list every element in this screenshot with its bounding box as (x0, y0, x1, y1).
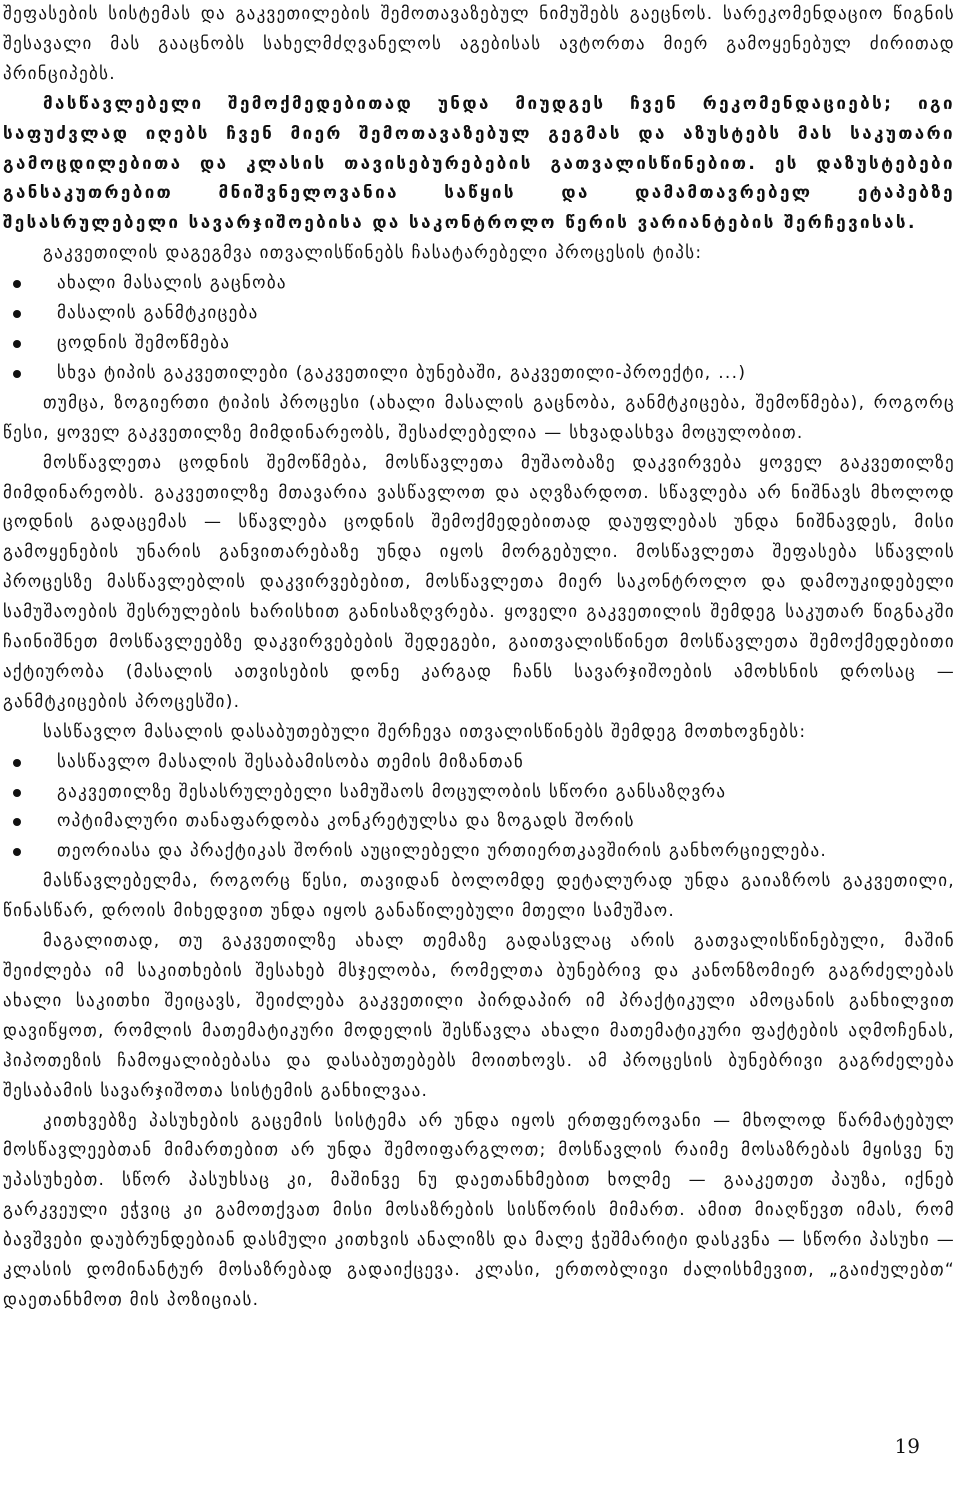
list-item (3, 748, 955, 778)
list-item (3, 299, 955, 329)
list-item (3, 359, 955, 389)
page-body (3, 0, 955, 1316)
list-item (3, 778, 955, 808)
questions-paragraph: კითხვებზე პასუხების გაცემის სისტემა არ უნდა იყოს ერთფეროვანი — მხოლოდ წარმატებულ მოსწავლეებთან მიმართებით არ უნდა შემოიფარგლოთ; მოსწავლის რაიმე მოსაზრებას მყისვე ნუ უპასუხებთ. სწორ პასუხსაც კი, მაშინვე ნუ დაეთანხმებით ხოლმე — გააკეთეთ პაუზა, იქნებ გარკვეული ეჭვიც კი გამოთქვათ მისი მოსაზრების სისწორის მიმართ. ამით მიაღწევთ იმას, რომ ბავშვები დაუბრუნდებიან დასმული კითხვის ანალიზს და მალე ჭეშმარიტი დასკვნა — სწორი პასუხი — კლასის დომინანტურ მოსაზრებად გადაიქცევა. კლასი, ერთობლივი ძალისხმევით, „გაიძულებთ“ დაეთანხმოთ მის პოზიციას. (3, 1110, 955, 1310)
lesson-types-list (3, 269, 955, 389)
list-item (3, 807, 955, 837)
list-item-text: ახალი მასალის გაცნობა (57, 273, 287, 294)
checking-paragraph: მოსწავლეთა ცოდნის შემოწმება, მოსწავლეთა მუშაობაზე დაკვირვება ყოველ გაკვეთილზე მიმდინარეობს. გაკვეთილზე მთავარია ვასწავლოთ და აღვზარდოთ. სწავლება არ ნიშნავს მხოლოდ ცოდნის გადაცემას — სწავლება ცოდნის შემოქმედებითად დაუფლებას უნდა ნიშნავდეს, მისი გამოყენების უნარის განვითარებაზე უნდა იყოს მორგებული. მოსწავლეთა შეფასება სწავლის პროცესზე მასწავლებლის დაკვირვებებით, მოსწავლეთა მიერ საკონტროლო და დამოუკიდებელი სამუშაოების შესრულების ხარისხით განისაზღვრება. ყოველი გაკვეთილის შემდეგ საკუთარ წიგნაკში ჩაინიშნეთ მოსწავლეებზე დაკვირვებების შედეგები, გაითვალისწინეთ მოსწავლეთა შემოქმედებითი აქტიურობა (მასალის ათვისების დონე კარგად ჩანს სავარჯიშოების ამოხსნის დროსაც — განმტკიცების პროცესში). (3, 452, 955, 712)
list-item-text: ოპტიმალური თანაფარდობა კონკრეტულსა და ზოგადს შორის (57, 811, 635, 832)
list-item-text: სასწავლო მასალის შესაბამისობა თემის მიზანთან (57, 751, 525, 772)
emphasis-paragraph: მასწავლებელი შემოქმედებითად უნდა მიუდგეს ჩვენ რეკომენდაციებს; იგი საფუძვლად იღებს ჩვენ მიერ შემოთავაზებულ გეგმას და აზუსტებს მას საკუთარი გამოცდილებითა და კლასის თავისებურებების გათვალისწინებით. ეს დაზუსტებები განსაკუთრებით მნიშვნელოვანია საწყის და დამამთავრებელ ეტაპებზე შესასრულებელი სავარჯიშოებისა და საკონტროლო წერის ვარიანტების შერჩევისას. (3, 93, 955, 234)
list-item-text: სხვა ტიპის გაკვეთილები (გაკვეთილი ბუნებაში, გაკვეთილი-პროექტი, ...) (57, 362, 747, 383)
list-item-text: მასალის განმტკიცება (57, 303, 259, 324)
list-item (3, 329, 955, 359)
bullet-icon (13, 370, 21, 378)
bullet-icon (13, 280, 21, 288)
bullet-icon (13, 310, 21, 318)
intro-paragraph: შეფასების სისტემას და გაკვეთილების შემოთავაზებულ ნიმუშებს გაეცნოს. სარეკომენდაციო წიგნის შესავალი მას გააცნობს სახელმძღვანელოს აგებისას ავტორთა მიერ გამოყენებულ ძირითად პრინციპებს. (3, 4, 955, 84)
lesson-types-intro: გაკვეთილის დაგეგმვა ითვალისწინებს ჩასატარებელი პროცესის ტიპს: (43, 243, 703, 264)
material-requirements-list (3, 748, 955, 868)
list-item-text: თეორიასა და პრაქტიკას შორის აუცილებელი ურთიერთკავშირის განხორციელება. (57, 841, 828, 862)
bullet-icon (13, 759, 21, 767)
list-item (3, 837, 955, 867)
bullet-icon (13, 848, 21, 856)
material-intro: სასწავლო მასალის დასაბუთებული შერჩევა ითვალისწინებს შემდეგ მოთხოვნებს: (43, 721, 807, 742)
bullet-icon (13, 340, 21, 348)
list-item-text: ცოდნის შემოწმება (57, 332, 231, 353)
bullet-icon (13, 789, 21, 797)
page-number: 19 (894, 1434, 920, 1458)
bullet-icon (13, 818, 21, 826)
list-item-text: გაკვეთილზე შესასრულებელი სამუშაოს მოცულობის სწორი განსაზღვრა (57, 781, 727, 802)
teacher-paragraph: მასწავლებელმა, როგორც წესი, თავიდან ბოლომდე დეტალურად უნდა გაიაზროს გაკვეთილი, წინასწარ, დროის მიხედვით უნდა იყოს განაწილებული მთელი სამუშაო. (3, 871, 955, 922)
however-paragraph: თუმცა, ზოგიერთი ტიპის პროცესი (ახალი მასალის გაცნობა, განმტკიცება, შემოწმება), როგორც წესი, ყოველ გაკვეთილზე მიმდინარეობს, შესაძლებელია — სხვადასხვა მოცულობით. (3, 392, 955, 443)
list-item (3, 269, 955, 299)
example-paragraph: მაგალითად, თუ გაკვეთილზე ახალ თემაზე გადასვლაც არის გათვალისწინებული, მაშინ შეიძლება იმ საკითხების შესახებ მსჯელობა, რომელთა ბუნებრივ და კანონზომიერ გაგრძელებას ახალი საკითხი შეიცავს, შეიძლება გაკვეთილი პირდაპირ იმ პრაქტიკული ამოცანის განხილვით დავიწყოთ, რომლის მათემატიკური მოდელის შესწავლა ახალი მათემატიკური ფაქტების აღმოჩენას, ჰიპოთეზის ჩამოყალიბებასა და დასაბუთებებს მოითხოვს. ამ პროცესის ბუნებრივი გაგრძელება შესაბამის სავარჯიშოთა სისტემის განხილვაა. (3, 931, 955, 1101)
